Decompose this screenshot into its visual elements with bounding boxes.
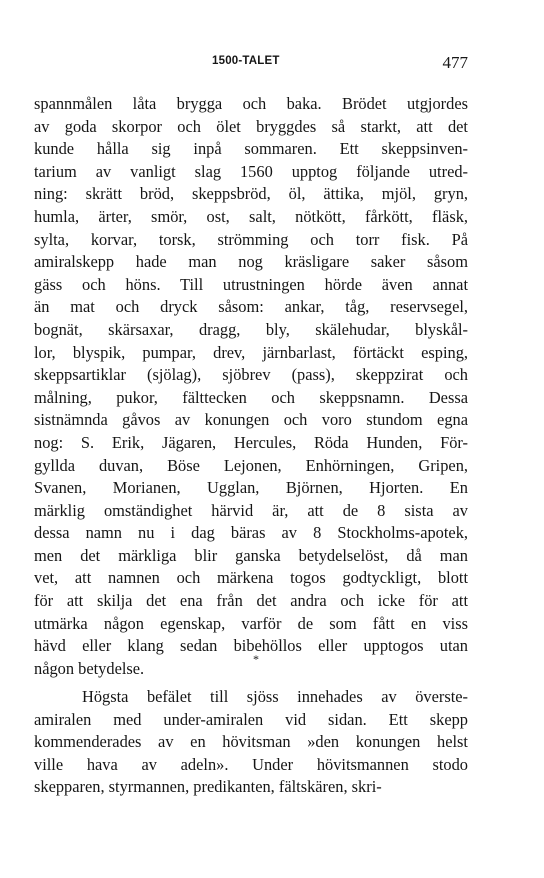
- text-line: tarium av vanligt slag 1560 upptog följande utred-: [34, 161, 468, 181]
- text-line: sylta, korvar, torsk, strömming och torr fisk. På: [34, 229, 468, 249]
- section-break-asterisk: *: [253, 652, 259, 666]
- page-number: 477: [442, 53, 468, 72]
- text-line: bognät, skärsaxar, dragg, bly, skälehudar, blyskål-: [34, 319, 468, 339]
- text-line: ning: skrätt bröd, skeppsbröd, öl, ättika, mjöl, gryn,: [34, 184, 468, 204]
- text-line: Högsta befälet till sjöss innehades av överste-: [82, 687, 468, 706]
- text-line: amiralskepp hade man nog kräsligare saker såsom: [34, 252, 468, 272]
- text-line: lor, blyspik, pumpar, drev, järnbarlast, förtäckt esping,: [34, 342, 468, 362]
- text-line: nog: S. Erik, Jägaren, Hercules, Röda Hunden, För-: [34, 432, 468, 452]
- text-line: dessa namn nu i dag bäras av 8 Stockholms-apotek,: [34, 523, 468, 543]
- text-line: vet, att namnen och märkena togos godtyckligt, blott: [34, 568, 468, 588]
- text-line: gäss och höns. Till utrustningen hörde även annat: [34, 274, 468, 294]
- text-line: skeppsartiklar (sjölag), sjöbrev (pass), skeppzirat och: [34, 365, 468, 385]
- text-line: kunde hålla sig inpå sommaren. Ett skeppsinven-: [34, 139, 468, 159]
- text-line: av goda skorpor och ölet bryggdes så starkt, att det: [34, 116, 468, 136]
- text-line: målning, pukor, fälttecken och skeppsnamn. Dessa: [34, 387, 468, 407]
- text-line: hävd eller klang sedan bibehöllos eller upptogos utan: [34, 636, 468, 656]
- text-line: skepparen, styrmannen, predikanten, fältskären, skri-: [34, 777, 382, 797]
- text-line: än mat och dryck såsom: ankar, tåg, reservsegel,: [34, 297, 468, 317]
- text-line: amiralen med under-amiralen vid sidan. Ett skepp: [34, 709, 468, 729]
- text-line: men det märkliga blir ganska betydelselöst, då man: [34, 545, 468, 565]
- text-line: Svanen, Morianen, Ugglan, Björnen, Hjorten. En: [34, 478, 468, 498]
- text-line: humla, ärter, smör, ost, salt, nötkött, fårkött, fläsk,: [34, 206, 468, 226]
- text-line: sistnämnda gåvos av konungen och voro stundom egna: [34, 410, 468, 430]
- text-line: kommenderades av en hövitsman »den konungen helst: [34, 732, 468, 752]
- text-line: för att skilja det ena från det andra och icke för att: [34, 591, 468, 611]
- paragraph-1: [34, 93, 468, 680]
- running-head: [0, 55, 544, 75]
- text-line: spannmålen låta brygga och baka. Brödet utgjordes: [34, 94, 468, 113]
- paragraph-2: [34, 686, 468, 799]
- running-title: 1500-TALET: [212, 55, 280, 67]
- text-line: utmärka någon egenskap, varför de som fått en viss: [34, 613, 468, 633]
- text-line: märklig omständighet härvid är, att de 8 sista av: [34, 500, 468, 520]
- text-line: gyllda duvan, Böse Lejonen, Enhörningen, Gripen,: [34, 455, 468, 475]
- text-line: ville hava av adeln». Under hövitsmannen stodo: [34, 754, 468, 774]
- text-line: någon betydelse.: [34, 658, 145, 678]
